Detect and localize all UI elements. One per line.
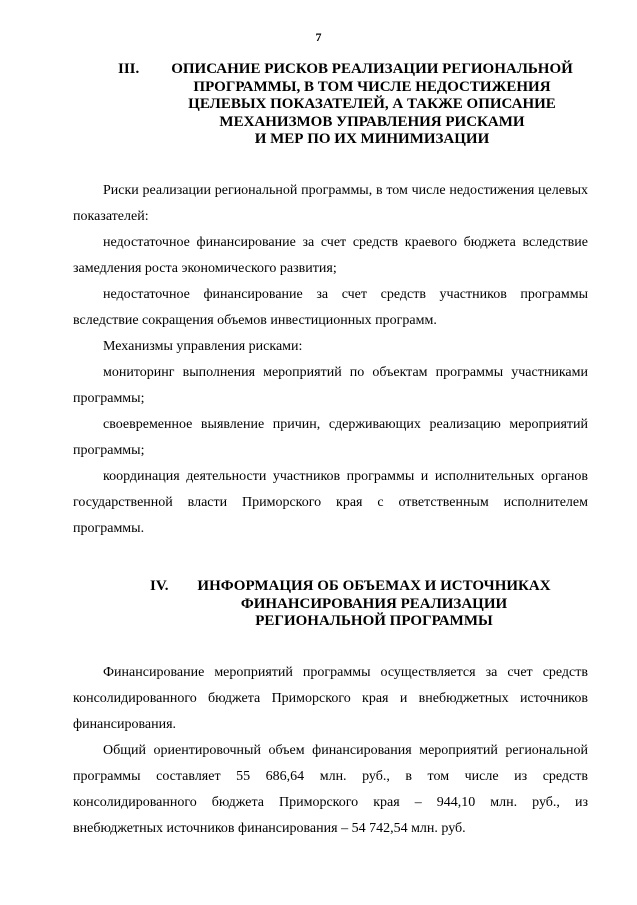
section-3-title-line-3: ЦЕЛЕВЫХ ПОКАЗАТЕЛЕЙ, А ТАКЖЕ ОПИСАНИЕ — [188, 96, 556, 112]
risks-intro-paragraph: Риски реализации региональной программы, в том числе недостижения целевых показателей: — [73, 183, 588, 224]
mechanisms-intro-paragraph: Механизмы управления рисками: — [103, 339, 303, 354]
risk-item-1: недостаточное финансирование за счет средств краевого бюджета вследствие замедления роста экономического развития; — [73, 235, 588, 276]
risk-item-2: недостаточное финансирование за счет средств участников программы вследствие сокращения объемов инвестиционных программ. — [73, 287, 588, 328]
section-3-title-line-4: МЕХАНИЗМОВ УПРАВЛЕНИЯ РИСКАМИ — [219, 113, 525, 130]
section-4-title-line-1: ИНФОРМАЦИЯ ОБ ОБЪЕМАХ И ИСТОЧНИКАХ — [197, 578, 551, 594]
financing-sources-paragraph: Финансирование мероприятий программы осуществляется за счет средств консолидированного бюджета Приморского края и внебюджетных источников финансирования. — [73, 665, 588, 732]
section-3-title-line-1: ОПИСАНИЕ РИСКОВ РЕАЛИЗАЦИИ РЕГИОНАЛЬНОЙ — [171, 61, 573, 77]
section-3-heading — [118, 61, 592, 149]
mechanism-item-1: мониторинг выполнения мероприятий по объектам программы участниками программы; — [73, 365, 588, 406]
section-4-heading — [150, 578, 570, 631]
section-3-number: III. — [118, 61, 140, 77]
page-number: 7 — [315, 30, 322, 44]
section-4-number: IV. — [150, 578, 169, 594]
section-4-title-line-2: ФИНАНСИРОВАНИЯ РЕАЛИЗАЦИИ — [240, 595, 508, 612]
section-4-title-line-3: РЕГИОНАЛЬНОЙ ПРОГРАММЫ — [255, 613, 493, 629]
financing-volume-paragraph: Общий ориентировочный объем финансирования мероприятий региональной программы составляет 55 686,64 млн. руб., в том числе из средств консолидированного бюджета Приморского края – 944,10 млн. руб., из внебюджетных источников финансирования – 54 742,54 млн. руб. — [73, 743, 588, 836]
mechanism-item-3: координация деятельности участников программы и исполнительных органов государственной власти Приморского края с ответственным исполнителем программы. — [73, 469, 588, 536]
mechanism-item-2: своевременное выявление причин, сдерживающих реализацию мероприятий программы; — [73, 417, 588, 458]
section-3-title-line-2: ПРОГРАММЫ, В ТОМ ЧИСЛЕ НЕДОСТИЖЕНИЯ — [193, 78, 551, 95]
section-3-title-line-5: И МЕР ПО ИХ МИНИМИЗАЦИИ — [254, 131, 490, 147]
